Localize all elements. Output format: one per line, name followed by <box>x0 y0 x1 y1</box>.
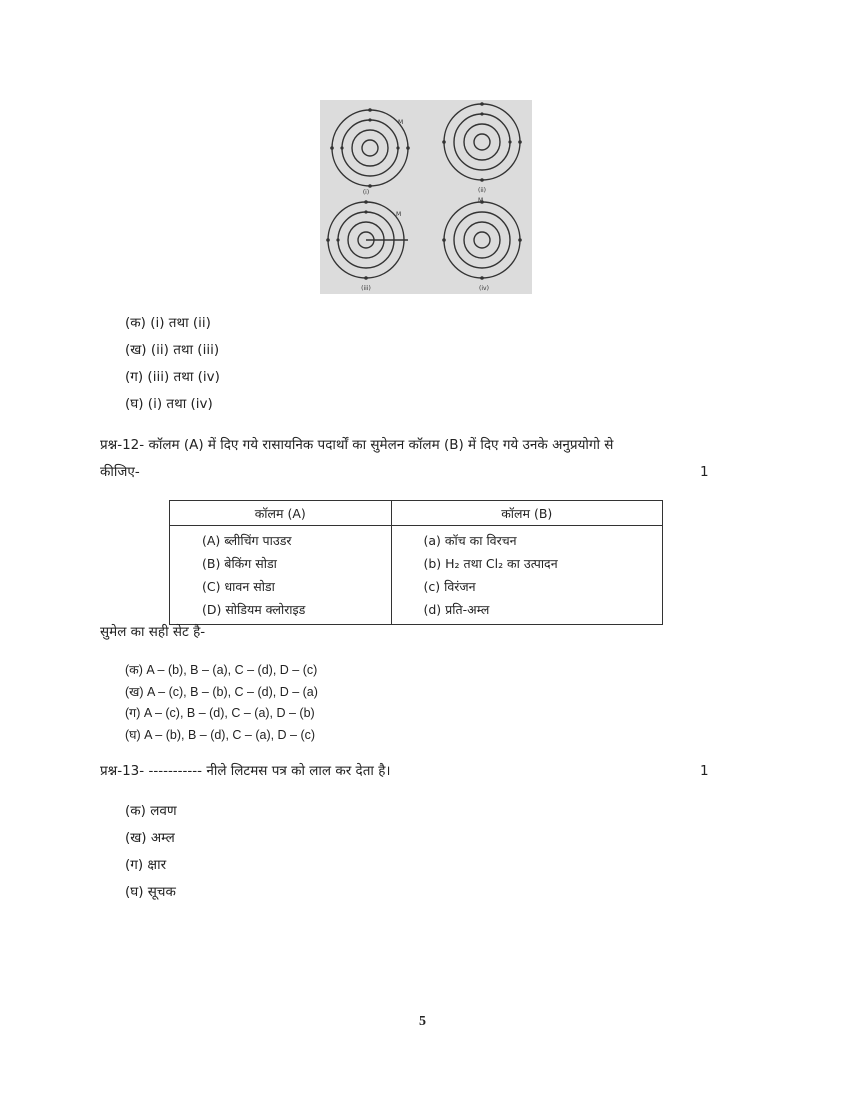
caption-iv: (iv) <box>479 285 489 292</box>
column-a-item: (C) धावन सोडा <box>202 579 275 594</box>
q11-option-2: (ख) (ii) तथा (iii) <box>125 342 220 358</box>
q13-option-4: (घ) सूचक <box>125 884 176 900</box>
q13-option-2: (ख) अम्ल <box>125 830 175 846</box>
q12-question <box>100 436 712 454</box>
q13-option-1: (क) लवण <box>125 803 177 819</box>
q12-text-line2: कीजिए- <box>100 464 140 480</box>
q11-option-3: (ग) (iii) तथा (iv) <box>125 369 220 385</box>
q12-option-2: (ख) A – (c), B – (b), C – (d), D – (a) <box>125 685 318 699</box>
q12-marks: 1 <box>700 464 709 480</box>
q12-after-text: सुमेल का सही सेट है- <box>100 624 206 640</box>
column-a-item: (A) ब्लीचिंग पाउडर <box>202 533 292 548</box>
q12-text-line1: कॉलम (A) में दिए गये रासायनिक पदार्थों का सुमेलन कॉलम (B) में दिए गये उनके अनुप्रयोगो से <box>148 437 614 453</box>
q11-option-4: (घ) (i) तथा (iv) <box>125 396 213 412</box>
column-b-cell <box>391 526 663 625</box>
column-b-item: (a) कॉच का विरचन <box>423 533 517 548</box>
q13-prefix: प्रश्न-13- <box>100 763 145 779</box>
q13-question <box>100 762 390 780</box>
q13-text: ----------- नीले लिटमस पत्र को लाल कर देता है। <box>148 763 391 779</box>
q13-option-3: (ग) क्षार <box>125 857 167 873</box>
shell-label-iv: M <box>478 197 484 204</box>
atomic-structure-figure <box>320 100 532 294</box>
column-a-item: (B) बेकिंग सोडा <box>202 556 277 571</box>
page-number: 5 <box>419 1014 426 1029</box>
column-b-item: (c) विरंजन <box>423 579 476 594</box>
column-a-header: कॉलम (A) <box>170 501 392 526</box>
atomic-diagrams-svg <box>320 100 532 294</box>
column-a-cell <box>170 526 392 625</box>
shell-label-i: M <box>398 119 404 126</box>
column-a-item: (D) सोडियम क्लोराइड <box>202 602 306 617</box>
q12-option-4: (घ) A – (b), B – (d), C – (a), D – (c) <box>125 728 316 742</box>
column-b-item: (d) प्रति-अम्ल <box>423 602 490 617</box>
caption-iii: (iii) <box>361 285 371 292</box>
column-b-item: (b) H₂ तथा Cl₂ का उत्पादन <box>423 556 558 571</box>
shell-label-iii: M <box>396 211 402 218</box>
diagram-iv <box>444 202 520 278</box>
matching-table <box>169 500 663 625</box>
caption-i: (i) <box>362 189 370 196</box>
caption-ii: (ii) <box>477 187 487 194</box>
q11-option-1: (क) (i) तथा (ii) <box>125 315 211 331</box>
q12-option-3: (ग) A – (c), B – (d), C – (a), D – (b) <box>125 706 315 720</box>
column-b-header: कॉलम (B) <box>391 501 663 526</box>
q12-prefix: प्रश्न-12- <box>100 437 145 453</box>
q13-marks: 1 <box>700 763 709 779</box>
q12-option-1: (क) A – (b), B – (a), C – (d), D – (c) <box>125 663 318 677</box>
